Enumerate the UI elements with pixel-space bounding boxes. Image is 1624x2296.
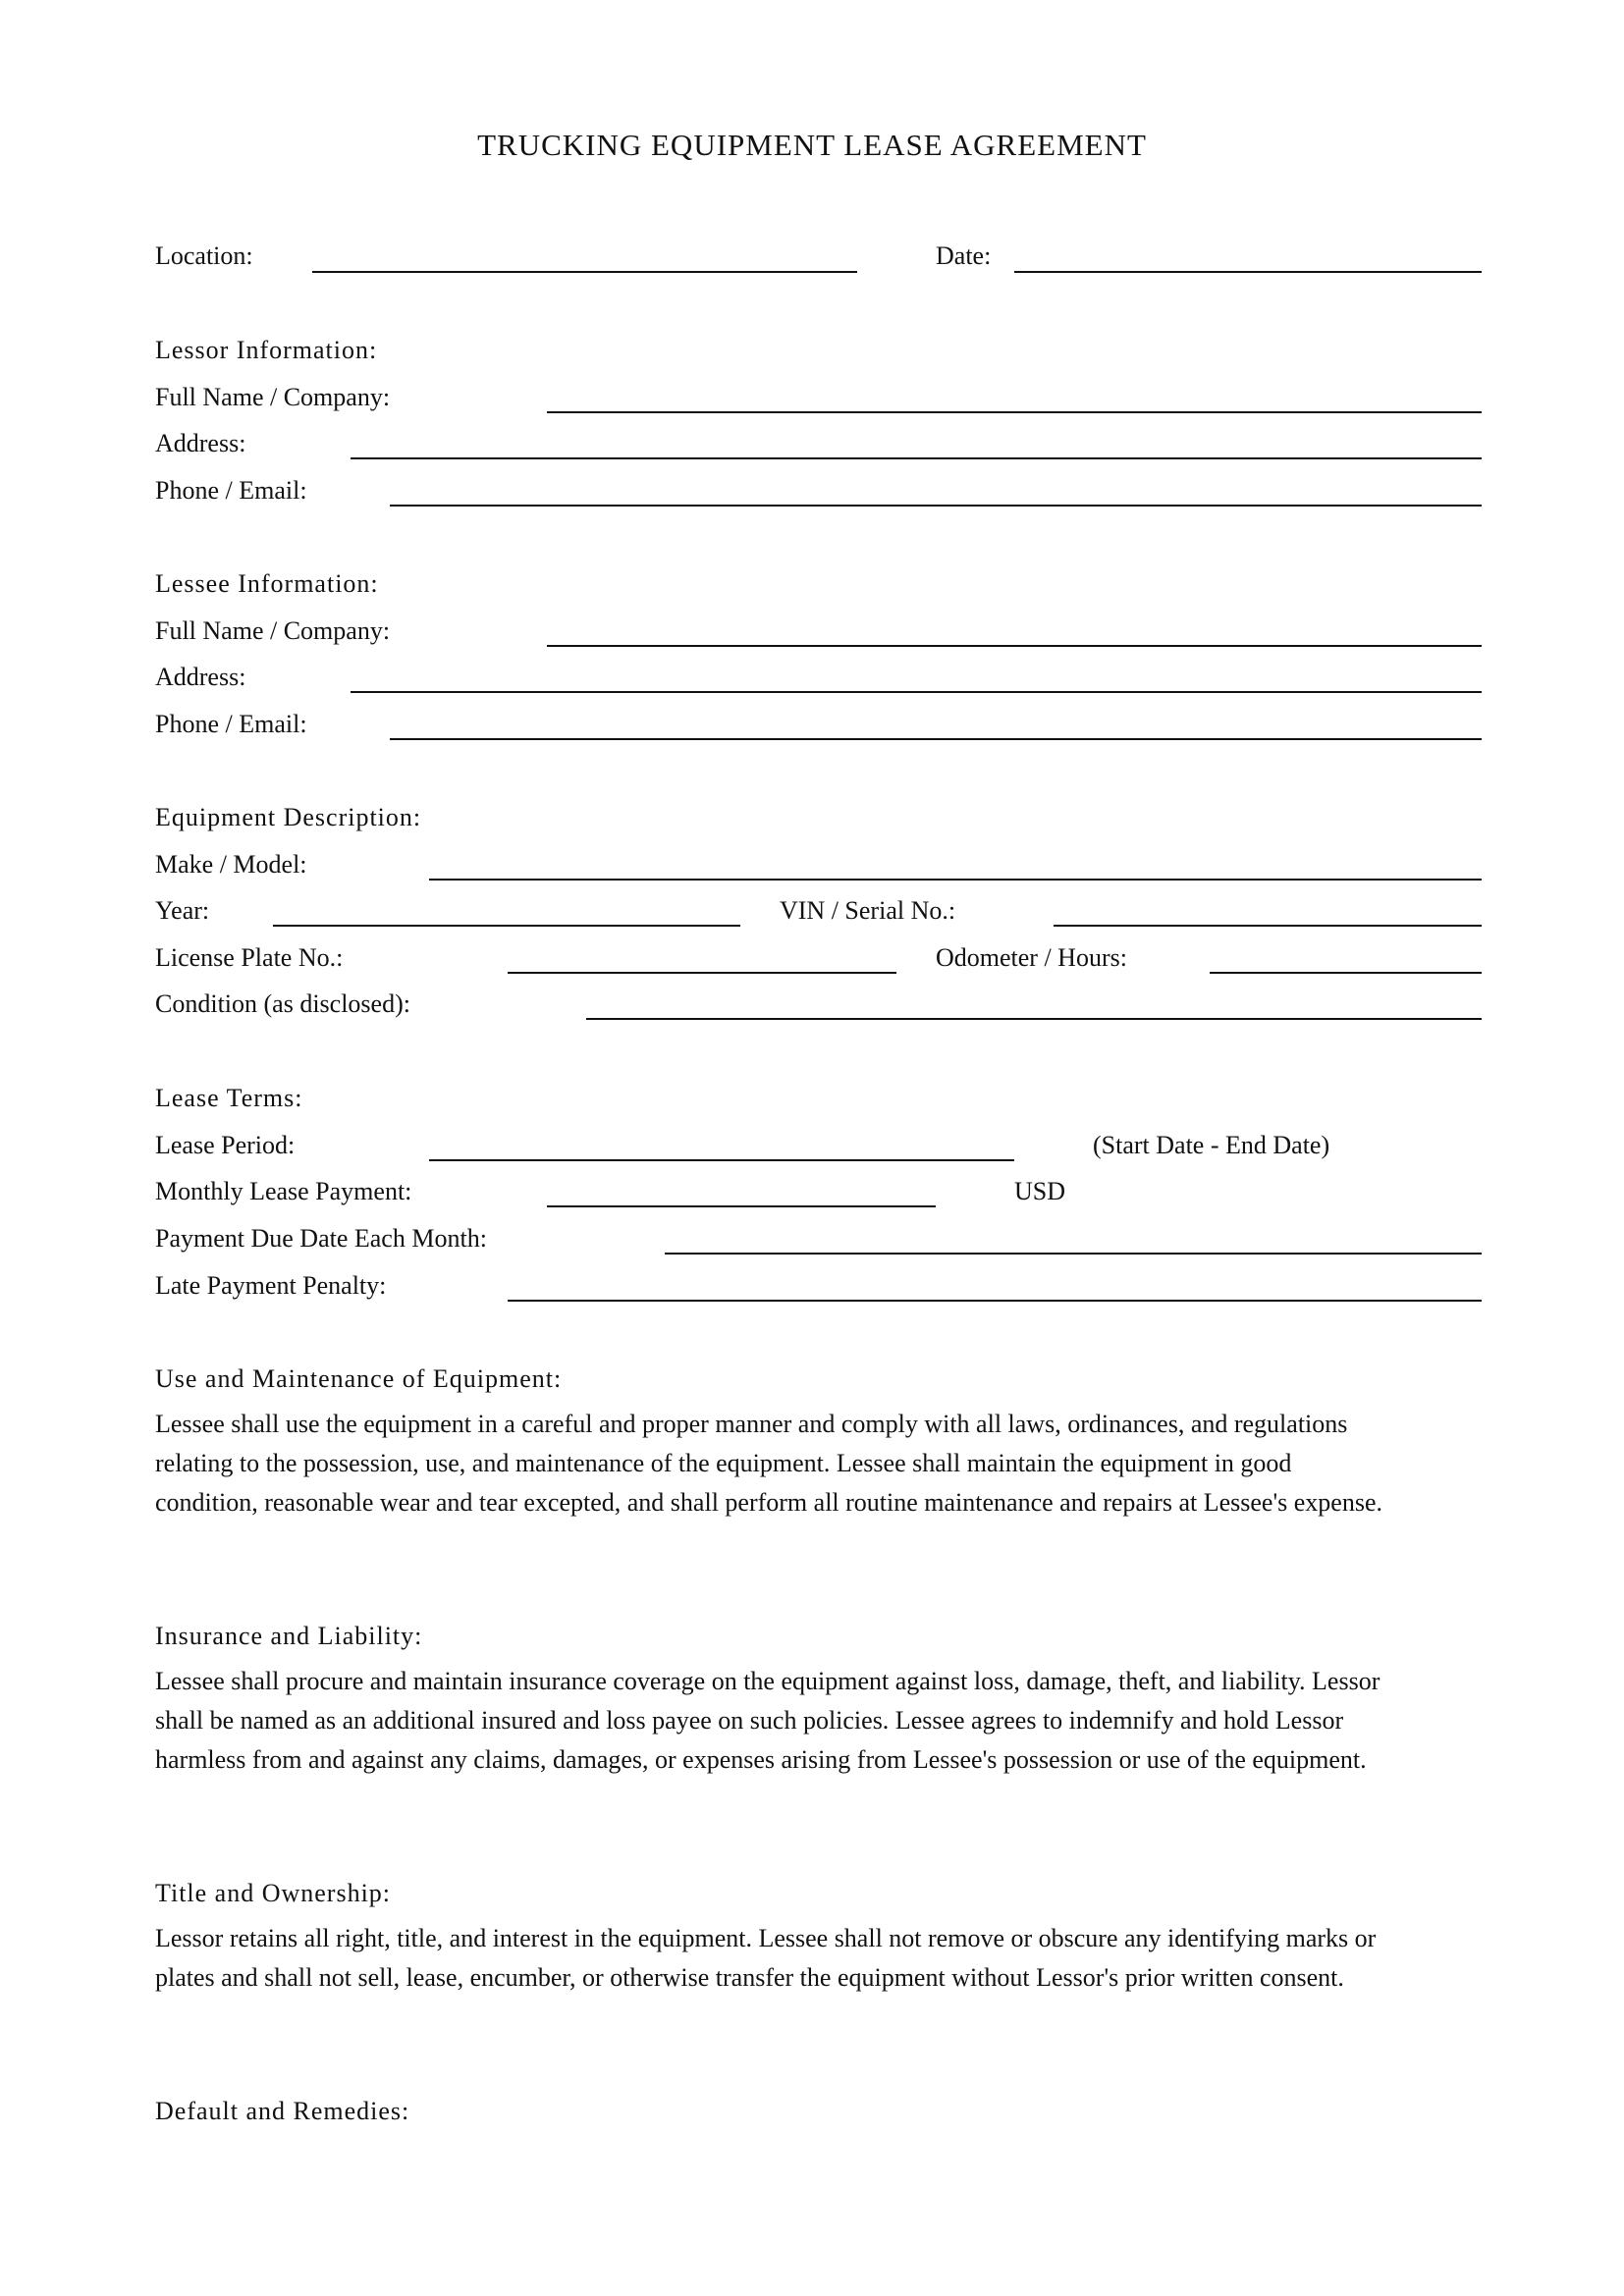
currency-label: USD (1014, 1177, 1066, 1205)
paragraph-line: Lessee shall procure and maintain insurance coverage on the equipment against loss, damage, theft, and liability. Lessor (155, 1667, 1380, 1695)
condition-field[interactable] (586, 1018, 1482, 1020)
due-date-label: Payment Due Date Each Month: (155, 1224, 487, 1253)
lessee-contact-field[interactable] (390, 738, 1482, 740)
paragraph-line: shall be named as an additional insured and loss payee on such policies. Lessee agrees to indemnify and hold Lessor (155, 1706, 1344, 1735)
plate-field[interactable] (508, 972, 896, 974)
monthly-payment-label: Monthly Lease Payment: (155, 1177, 412, 1205)
paragraph-line: Lessor retains all right, title, and interest in the equipment. Lessee shall not remove or obscure any identifying marks or (155, 1924, 1377, 1952)
lessor-address-label: Address: (155, 429, 246, 457)
year-field[interactable] (273, 925, 740, 927)
monthly-payment-field[interactable] (547, 1205, 936, 1207)
make-model-label: Make / Model: (155, 850, 307, 879)
lease-period-hint: (Start Date - End Date) (1093, 1131, 1330, 1159)
paragraph-line: plates and shall not sell, lease, encumber, or otherwise transfer the equipment without Lessor's prior written consent. (155, 1963, 1344, 1992)
lessor-name-label: Full Name / Company: (155, 383, 391, 411)
lease-terms-heading: Lease Terms: (155, 1084, 303, 1112)
vin-label: VIN / Serial No.: (780, 896, 956, 925)
make-model-field[interactable] (429, 879, 1482, 881)
lessor-heading: Lessor Information: (155, 336, 378, 364)
equipment-heading: Equipment Description: (155, 803, 422, 831)
date-label: Date: (936, 241, 992, 270)
late-penalty-label: Late Payment Penalty: (155, 1271, 387, 1300)
due-date-field[interactable] (665, 1253, 1482, 1255)
lease-period-field[interactable] (429, 1159, 1014, 1161)
lessee-address-field[interactable] (351, 691, 1482, 693)
plate-label: License Plate No.: (155, 943, 344, 972)
insurance-heading: Insurance and Liability: (155, 1622, 423, 1650)
lessee-contact-label: Phone / Email: (155, 710, 307, 738)
lessee-address-label: Address: (155, 663, 246, 691)
title-ownership-text (155, 1919, 1490, 1998)
use-maintenance-text (155, 1405, 1490, 1522)
year-label: Year: (155, 896, 210, 925)
lessor-contact-label: Phone / Email: (155, 476, 307, 505)
late-penalty-field[interactable] (508, 1300, 1482, 1302)
paragraph-line: relating to the possession, use, and maintenance of the equipment. Lessee shall maintain the equipment in good (155, 1449, 1292, 1477)
document-title: TRUCKING EQUIPMENT LEASE AGREEMENT (477, 128, 1147, 162)
default-heading: Default and Remedies: (155, 2097, 410, 2125)
lessee-name-field[interactable] (547, 645, 1482, 647)
condition-label: Condition (as disclosed): (155, 989, 410, 1018)
paragraph-line: Lessee shall use the equipment in a careful and proper manner and comply with all laws, ordinances, and regulations (155, 1410, 1348, 1438)
odometer-label: Odometer / Hours: (936, 943, 1127, 972)
lessor-address-field[interactable] (351, 457, 1482, 459)
lease-period-label: Lease Period: (155, 1131, 296, 1159)
odometer-field[interactable] (1210, 972, 1482, 974)
lessee-heading: Lessee Information: (155, 569, 379, 598)
vin-field[interactable] (1054, 925, 1482, 927)
insurance-text (155, 1662, 1490, 1780)
paragraph-line: harmless from and against any claims, damages, or expenses arising from Lessee's possession or use of the equipment. (155, 1745, 1367, 1774)
title-ownership-heading: Title and Ownership: (155, 1879, 392, 1907)
lessor-name-field[interactable] (547, 411, 1482, 413)
location-field[interactable] (312, 271, 857, 273)
location-label: Location: (155, 241, 253, 270)
use-maintenance-heading: Use and Maintenance of Equipment: (155, 1364, 563, 1393)
lessee-name-label: Full Name / Company: (155, 616, 391, 645)
paragraph-line: condition, reasonable wear and tear excepted, and shall perform all routine maintenance and repairs at Lessee's expense. (155, 1488, 1382, 1517)
date-field[interactable] (1014, 271, 1482, 273)
lessor-contact-field[interactable] (390, 505, 1482, 507)
